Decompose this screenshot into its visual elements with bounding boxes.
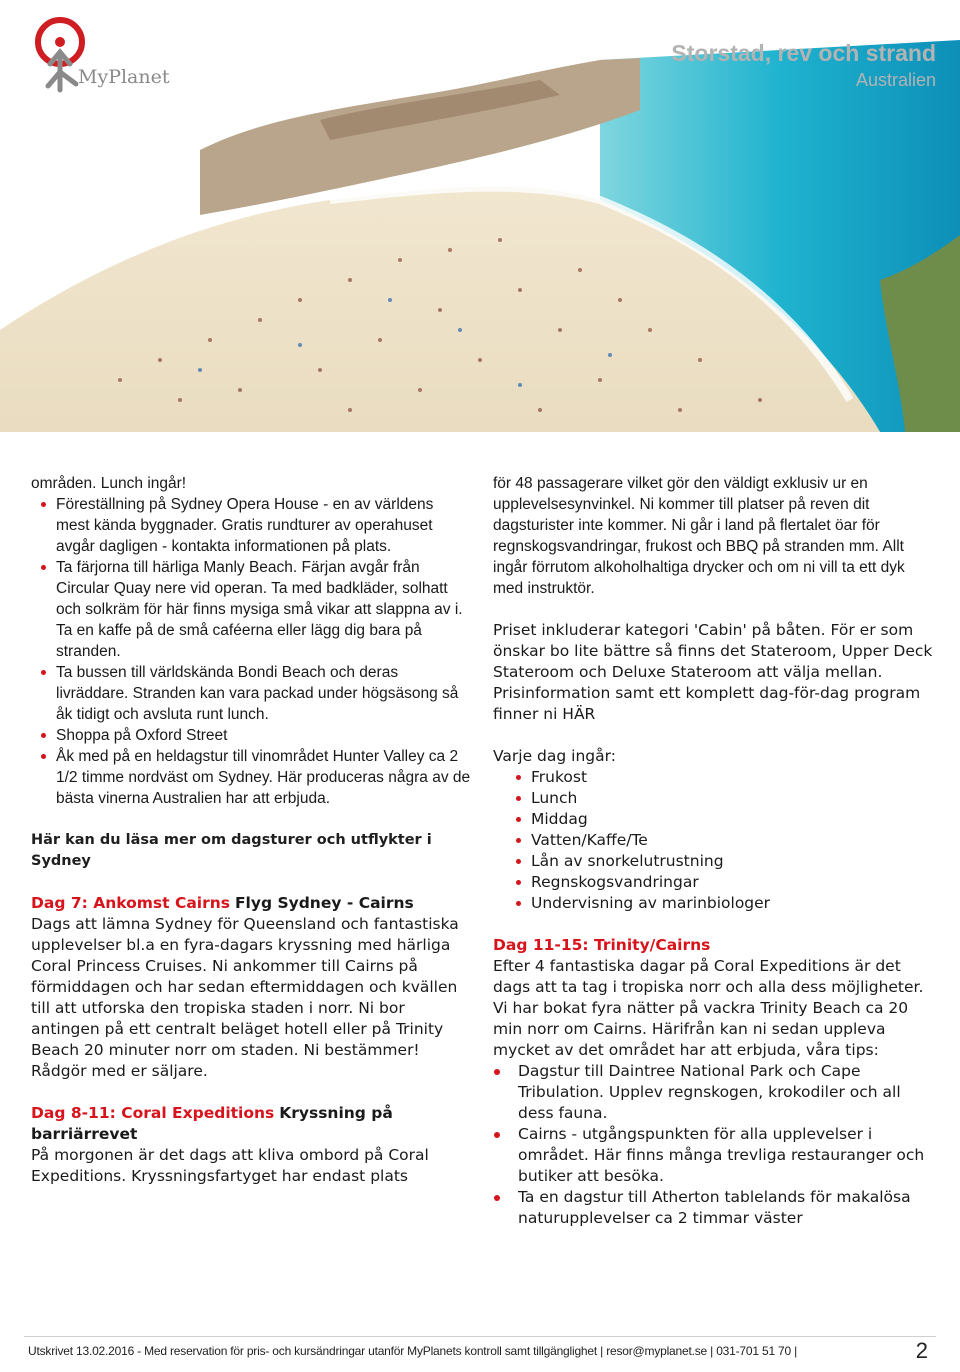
list-item: Ta färjorna till härliga Manly Beach. Färjan avgår från Circular Quay nere vid operan. Ta med badkläder, solhatt och solkräm för här finns mysiga små vikar att slappna av i. Ta en kaffe på de små caféerna eller lägg dig bara på stranden. bbox=[31, 557, 471, 662]
intro-line: områden. Lunch ingår! bbox=[31, 475, 187, 492]
daily-items-list bbox=[506, 767, 933, 914]
read-more-link[interactable]: Här kan du läsa mer om dagsturer och utflykter i Sydney bbox=[31, 832, 432, 869]
document-subtitle: Australien bbox=[855, 70, 936, 90]
list-item: Åk med på en heldagstur till vinområdet Hunter Valley ca 2 1/2 timme nordväst om Sydney. Här produceras några av de bästa vinerna Australien har att erbjuda. bbox=[31, 746, 471, 809]
right-column bbox=[493, 473, 933, 1229]
list-item: Undervisning av marinbiologer bbox=[506, 893, 933, 914]
cruise-paragraph: för 48 passagerare vilket gör den väldigt exklusiv ur en upplevelsesynvinkel. Ni kommer till platser på reven dit dagsturister inte kommer. Ni går i land på flertalet öar för regnskogsvandringar, frukost och BBQ på stranden mm. Allt ingår förrutom alkoholhaltiga drycker och om ni vill ta ett dyk med instruktör. bbox=[493, 475, 905, 597]
list-item: Middag bbox=[506, 809, 933, 830]
page-number: 2 bbox=[915, 1338, 928, 1363]
footer bbox=[0, 1334, 960, 1372]
document-title: Storstad, rev och strand bbox=[671, 40, 936, 66]
day7-heading bbox=[31, 893, 471, 914]
day8-body: På morgonen är det dags att kliva ombord på Coral Expeditions. Kryssningsfartyget har endast plats bbox=[31, 1146, 429, 1185]
list-item: Lunch bbox=[506, 788, 933, 809]
day11-body: Efter 4 fantastiska dagar på Coral Expeditions är det dags att ta tag i tropiska norr och alla dess möjligheter. Vi har bokat fyra nätter på vackra Trinity Beach ca 20 min norr om Cairns. Härifrån kan ni sedan uppleva mycket av det området har att erbjuda, våra tips: bbox=[493, 957, 924, 1059]
day7-heading-black: Flyg Sydney - Cairns bbox=[234, 894, 414, 912]
daily-label: Varje dag ingår: bbox=[493, 747, 616, 765]
list-item: Lån av snorkelutrustning bbox=[506, 851, 933, 872]
day8-heading bbox=[31, 1103, 471, 1145]
list-item: Dagstur till Daintree National Park och Cape Tribulation. Upplev regnskogen, krokodiler och all dess fauna. bbox=[493, 1061, 933, 1124]
list-item: Ta en dagstur till Atherton tablelands för makalösa naturupplevelser ca 2 timmar väster bbox=[493, 1187, 933, 1229]
tips-list bbox=[493, 1061, 933, 1229]
list-item: Cairns - utgångspunkten för alla upplevelser i området. Här finns många trevliga restauranger och butiker att besöka. bbox=[493, 1124, 933, 1187]
footer-divider bbox=[24, 1336, 936, 1337]
list-item: Föreställning på Sydney Opera House - en av världens mest kända byggnader. Gratis rundturer av operahuset avgår dagligen - kontakta informationen på plats. bbox=[31, 494, 471, 557]
left-column bbox=[31, 473, 471, 1187]
list-item: Vatten/Kaffe/Te bbox=[506, 830, 933, 851]
list-item: Shoppa på Oxford Street bbox=[31, 725, 471, 746]
list-item: Frukost bbox=[506, 767, 933, 788]
list-item: Regnskogsvandringar bbox=[506, 872, 933, 893]
footer-text: Utskrivet 13.02.2016 - Med reservation för pris- och kursändringar utanför MyPlanets kontroll samt tillgänglighet | resor@myplanet.se | 031-701 51 70 | bbox=[28, 1344, 798, 1358]
myplanet-logo bbox=[22, 12, 182, 102]
logo-text: MyPlanet bbox=[78, 66, 170, 88]
day8-heading-red: Dag 8-11: Coral Expeditions bbox=[31, 1104, 275, 1122]
list-item: Ta bussen till världskända Bondi Beach och deras livräddare. Stranden kan vara packad under högsäsong så åk tidigt och avsluta runt lunch. bbox=[31, 662, 471, 725]
day8-heading-black: Kryssning på barriärrevet bbox=[31, 1104, 393, 1143]
sydney-activities-list bbox=[31, 494, 471, 809]
day7-heading-red: Dag 7: Ankomst Cairns bbox=[31, 894, 231, 912]
day7-body: Dags att lämna Sydney för Queensland och fantastiska upplevelser bl.a en fyra-dagars kryssning med härliga Coral Princess Cruises. Ni ankommer till Cairns på förmiddagen och har sedan eftermiddagen och kvällen till att utforska den tropiska staden i norr. Ni bor antingen på ett centralt beläget hotell eller på Trinity Beach 20 minuter norr om staden. Ni bestämmer! Rådgör med er säljare. bbox=[31, 915, 459, 1080]
day11-heading: Dag 11-15: Trinity/Cairns bbox=[493, 936, 711, 954]
price-paragraph: Priset inkluderar kategori 'Cabin' på båten. För er som önskar bo lite bättre så finns det Stateroom, Upper Deck Stateroom och Deluxe Stateroom att välja mellan. Prisinformation samt ett komplett dag-för-dag program finner ni HÄR bbox=[493, 621, 933, 723]
